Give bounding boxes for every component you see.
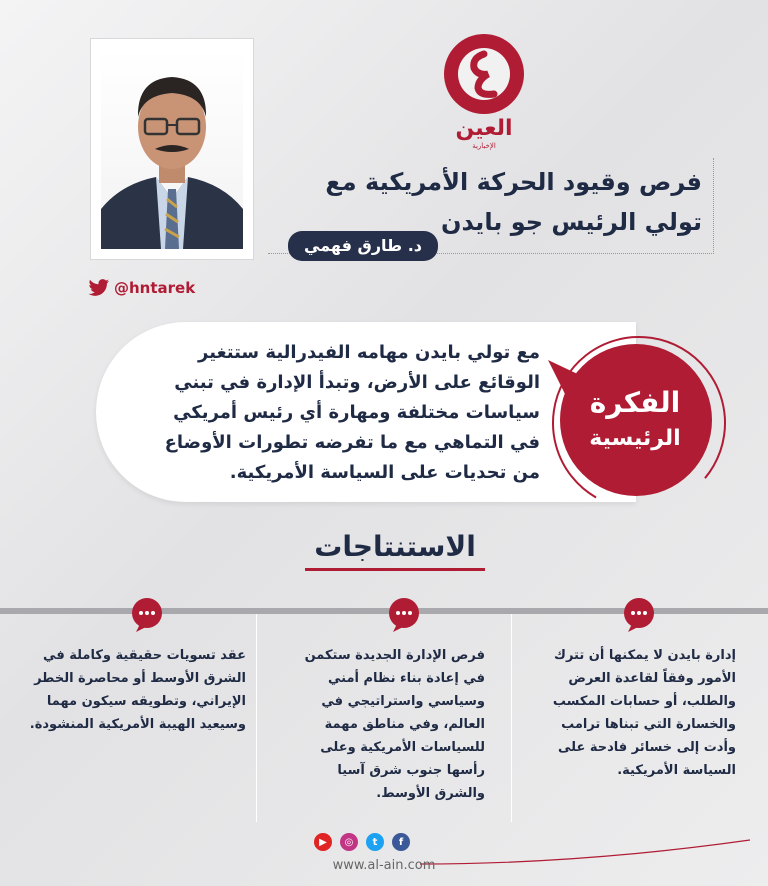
- logo-subtitle: الإخبارية: [472, 142, 496, 150]
- speech-bubble-icon: [620, 596, 658, 634]
- instagram-icon[interactable]: ◎: [340, 833, 358, 851]
- conclusion-column-1: [512, 614, 768, 822]
- conclusions-title: الاستنتاجات: [314, 530, 476, 563]
- youtube-icon[interactable]: ▶: [314, 833, 332, 851]
- logo-wordmark: العين: [455, 116, 513, 141]
- conclusion-text-3: عقد تسويات حقيقية وكاملة في الشرق الأوسط أو محاصرة الخطر الإيراني، وتطويقه سيكون مهما وسيعيد الهيبة الأمريكية المنشودة.: [29, 648, 246, 732]
- conclusions-underline: [305, 568, 485, 571]
- main-idea-title: الفكرة: [589, 386, 681, 419]
- article-headline: فرص وقيود الحركة الأمريكية مع تولي الرئيس جو بايدن: [325, 168, 702, 236]
- speech-bubble-icon: [128, 596, 166, 634]
- social-icons: [314, 833, 410, 851]
- twitter-icon[interactable]: t: [366, 833, 384, 851]
- conclusion-text-1: إدارة بايدن لا يمكنها أن تترك الأمور وفقاً لقاعدة العرض والطلب، أو حسابات المكسب والخسارة التي تبناها ترامب وأدت إلى خسائر فادحة على السياسة الأمريكية.: [552, 648, 736, 778]
- conclusion-column-3: [0, 614, 256, 822]
- twitter-handle-link[interactable]: [88, 278, 195, 298]
- speech-bubble-icon: [385, 596, 423, 634]
- facebook-icon[interactable]: f: [392, 833, 410, 851]
- conclusions-columns: [0, 614, 768, 822]
- main-idea-badge: [546, 330, 732, 516]
- author-badge: د. طارق فهمي: [288, 231, 438, 261]
- main-idea-text: مع تولي بايدن مهامه الفيدرالية ستتغير الوقائع على الأرض، وتبدأ الإدارة في تبني سياسات مختلفة ومهارة أي رئيس أمريكي في التماهي مع ما تفرضه تطورات الأوضاع من تحديات على السياسة الأمريكية.: [164, 342, 540, 483]
- conclusion-text-2: فرص الإدارة الجديدة ستكمن في إعادة بناء نظام أمني وسياسي واستراتيجي في العالم، وفي مناطق مهمة للسياسات الأمريكية وعلى رأسها جنوب شرق آسيا والشرق الأوسط.: [304, 648, 485, 801]
- author-photo: [101, 49, 243, 249]
- author-photo-frame: [90, 38, 254, 260]
- website-url[interactable]: www.al-ain.com: [332, 858, 436, 873]
- twitter-bird-icon: [88, 278, 110, 298]
- twitter-handle: @hntarek: [114, 279, 196, 297]
- conclusion-column-2: [256, 614, 512, 822]
- decorative-line: [420, 838, 750, 868]
- main-idea-subtitle: الرئيسية: [589, 426, 681, 451]
